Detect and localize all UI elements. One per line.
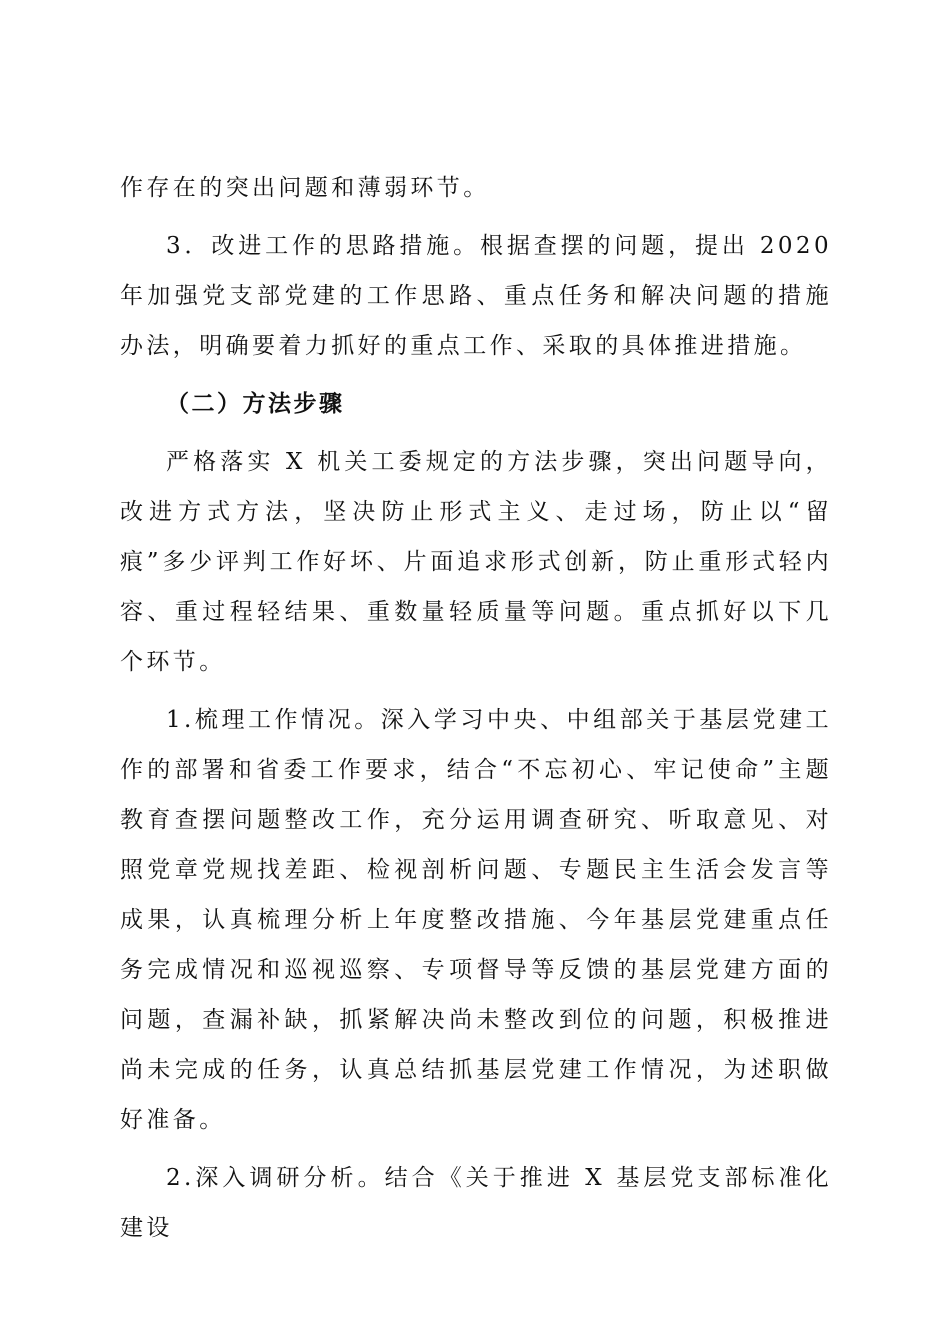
paragraph-continuation: 作存在的突出问题和薄弱环节。 — [120, 175, 490, 201]
paragraph-improvement-measures: 3．改进工作的思路措施。根据查摆的问题，提出 2020 年加强党支部党建的工作思路、重点任务和解决问题的措施办法，明确要着力抓好的重点工作、采取的具体推进措施。 — [120, 233, 832, 359]
paragraph-sort-work-situation: 1.梳理工作情况。深入学习中央、中组部关于基层党建工作的部署和省委工作要求，结合“不忘初心、牢记使命”主题教育查摆问题整改工作，充分运用调查研究、听取意见、对照党章党规找差距、检视剖析问题、专题民主生活会发言等成果，认真梳理分析上年度整改措施、今年基层党建重点任务完成情况和巡视巡察、专项督导等反馈的基层党建方面的问题，查漏补缺，抓紧解决尚未整改到位的问题，积极推进尚未完成的任务，认真总结抓基层党建工作情况，为述职做好准备。 — [120, 707, 832, 1133]
document-body — [120, 163, 832, 1253]
paragraph-in-depth-research: 2.深入调研分析。结合《关于推进 X 基层党支部标准化建设 — [120, 1165, 832, 1241]
paragraph-methods-overview: 严格落实 X 机关工委规定的方法步骤，突出问题导向，改进方式方法，坚决防止形式主义、走过场，防止以“留痕”多少评判工作好坏、片面追求形式创新，防止重形式轻内容、重过程轻结果、重数量轻质量等问题。重点抓好以下几个环节。 — [120, 449, 832, 675]
section-heading-methods-steps: （二）方法步骤 — [166, 390, 345, 417]
